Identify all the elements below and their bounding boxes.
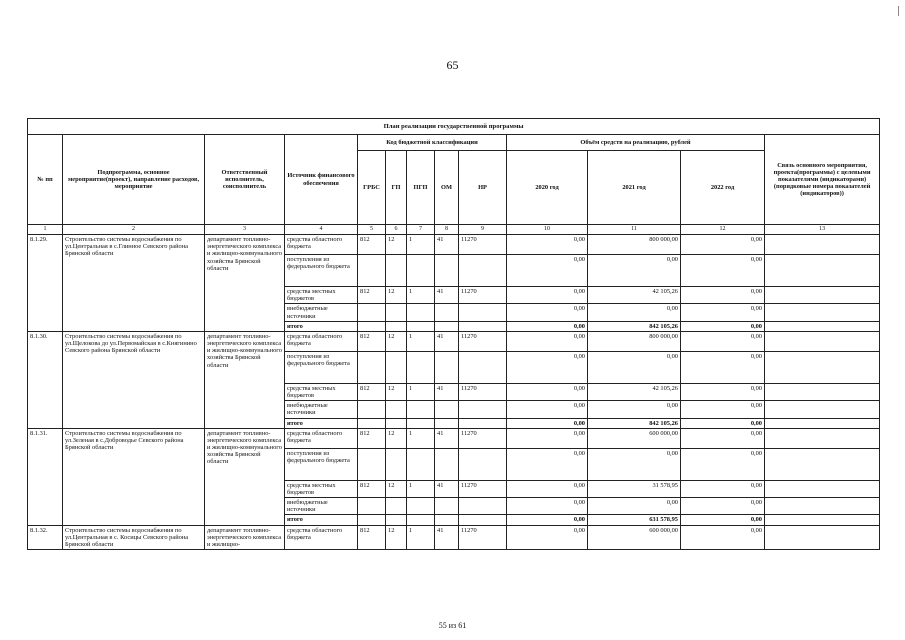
table-row [28, 525, 880, 550]
header-om: ОМ [435, 151, 459, 225]
funding-source: внебюджетные источники [285, 498, 358, 515]
funding-source: средства местных бюджетов [285, 287, 358, 304]
table-row [28, 331, 880, 351]
responsible-executor: департамент топливно-энергетического комплекса и жилищно-коммунального хозяйства Брянской области [205, 235, 285, 332]
amount-2022: 0,00 [681, 235, 765, 255]
code-gp [386, 321, 407, 331]
indicator-link [765, 525, 880, 550]
row-number: 8.1.32. [28, 525, 63, 550]
indicator-link [765, 351, 880, 383]
code-gp [386, 304, 407, 321]
amount-2021: 600 000,00 [588, 525, 681, 550]
code-pgp [407, 515, 435, 525]
amount-2021: 600 000,00 [588, 428, 681, 448]
code-grbs: 812 [358, 287, 386, 304]
amount-2022: 0,00 [681, 255, 765, 287]
row-number: 8.1.31. [28, 428, 63, 525]
amount-2021: 42 105,26 [588, 287, 681, 304]
indicator-link [765, 235, 880, 255]
code-grbs [358, 304, 386, 321]
code-grbs: 812 [358, 235, 386, 255]
code-grbs: 812 [358, 331, 386, 351]
code-nr [459, 304, 507, 321]
code-gp: 12 [386, 428, 407, 448]
table-row [28, 428, 880, 448]
funding-source: средства местных бюджетов [285, 480, 358, 497]
table-title: План реализации государственной программы [28, 119, 880, 135]
page-footer: 55 из 61 [438, 621, 467, 630]
responsible-executor: департамент топливно-энергетического комплекса и жилищно- [205, 525, 285, 550]
indicator-link [765, 401, 880, 418]
indicator-link [765, 304, 880, 321]
code-gp: 12 [386, 331, 407, 351]
amount-2021: 800 000,00 [588, 235, 681, 255]
code-nr: 11270 [459, 235, 507, 255]
header-year-2022: 2022 год [681, 151, 765, 225]
code-om: 41 [435, 383, 459, 400]
code-gp: 12 [386, 235, 407, 255]
program-plan-table [27, 118, 880, 550]
code-pgp: 1 [407, 331, 435, 351]
indicator-link [765, 418, 880, 428]
amount-2020: 0,00 [507, 351, 588, 383]
column-number: 3 [205, 225, 285, 235]
amount-2021: 0,00 [588, 304, 681, 321]
amount-2021: 0,00 [588, 498, 681, 515]
amount-2020: 0,00 [507, 480, 588, 497]
code-om [435, 498, 459, 515]
funding-source: средства областного бюджета [285, 331, 358, 351]
column-number: 9 [459, 225, 507, 235]
funding-source: поступления из федерального бюджета [285, 448, 358, 480]
indicator-link [765, 448, 880, 480]
amount-2020: 0,00 [507, 401, 588, 418]
code-pgp: 1 [407, 383, 435, 400]
amount-2020: 0,00 [507, 331, 588, 351]
amount-2021: 0,00 [588, 255, 681, 287]
code-nr [459, 321, 507, 331]
code-om [435, 321, 459, 331]
amount-2022: 0,00 [681, 321, 765, 331]
column-number: 10 [507, 225, 588, 235]
indicator-link [765, 480, 880, 497]
code-grbs [358, 321, 386, 331]
code-pgp: 1 [407, 480, 435, 497]
amount-2022: 0,00 [681, 428, 765, 448]
code-grbs [358, 498, 386, 515]
header-year-2021: 2021 год [588, 151, 681, 225]
code-om [435, 515, 459, 525]
amount-2020: 0,00 [507, 321, 588, 331]
code-pgp: 1 [407, 525, 435, 550]
amount-2022: 0,00 [681, 448, 765, 480]
amount-2020: 0,00 [507, 383, 588, 400]
code-om: 41 [435, 287, 459, 304]
measure-name: Строительство системы водоснабжения по ул.Зеленая в с.Доброводье Севского района Брянской области [63, 428, 205, 525]
amount-2021: 0,00 [588, 351, 681, 383]
code-pgp [407, 418, 435, 428]
indicator-link [765, 515, 880, 525]
code-grbs: 812 [358, 480, 386, 497]
code-grbs [358, 351, 386, 383]
code-gp [386, 515, 407, 525]
amount-2021: 842 105,26 [588, 418, 681, 428]
code-pgp [407, 255, 435, 287]
code-pgp [407, 304, 435, 321]
code-om [435, 304, 459, 321]
code-grbs [358, 418, 386, 428]
column-number: 2 [63, 225, 205, 235]
funding-source: итого [285, 418, 358, 428]
row-number: 8.1.30. [28, 331, 63, 428]
indicator-link [765, 383, 880, 400]
column-number: 6 [386, 225, 407, 235]
code-om: 41 [435, 480, 459, 497]
amount-2020: 0,00 [507, 287, 588, 304]
amount-2021: 800 000,00 [588, 331, 681, 351]
code-pgp: 1 [407, 428, 435, 448]
header-gp: ГП [386, 151, 407, 225]
amount-2021: 631 578,95 [588, 515, 681, 525]
code-gp: 12 [386, 525, 407, 550]
code-gp [386, 498, 407, 515]
table-body [28, 235, 880, 550]
code-nr [459, 255, 507, 287]
measure-name: Строительство системы водоснабжения по ул.Центральная в с.Глинное Севского района Брянской области [63, 235, 205, 332]
code-nr: 11270 [459, 383, 507, 400]
code-om: 41 [435, 235, 459, 255]
code-gp: 12 [386, 480, 407, 497]
amount-2020: 0,00 [507, 304, 588, 321]
measure-name: Строительство системы водоснабжения по ул.Щелокова до ул.Первомайская в с.Княгинино Севского района Брянской области [63, 331, 205, 428]
indicator-link [765, 331, 880, 351]
code-grbs [358, 515, 386, 525]
responsible-executor: департамент топливно-энергетического комплекса и жилищно-коммунального хозяйства Брянской области [205, 428, 285, 525]
header-volume: Объём средств на реализацию, рублей [507, 135, 765, 151]
code-om [435, 418, 459, 428]
code-gp [386, 401, 407, 418]
column-number: 4 [285, 225, 358, 235]
code-nr [459, 498, 507, 515]
page-number-top: 65 [446, 58, 459, 72]
code-pgp: 1 [407, 235, 435, 255]
indicator-link [765, 255, 880, 287]
responsible-executor: департамент топливно-энергетического комплекса и жилищно-коммунального хозяйства Брянской области [205, 331, 285, 428]
amount-2020: 0,00 [507, 428, 588, 448]
amount-2021: 31 578,95 [588, 480, 681, 497]
code-grbs: 812 [358, 525, 386, 550]
column-number: 8 [435, 225, 459, 235]
code-pgp [407, 321, 435, 331]
code-nr [459, 351, 507, 383]
header-year-2020: 2020 год [507, 151, 588, 225]
funding-source: средства местных бюджетов [285, 383, 358, 400]
code-gp: 12 [386, 287, 407, 304]
code-grbs [358, 255, 386, 287]
code-nr [459, 515, 507, 525]
code-nr: 11270 [459, 331, 507, 351]
funding-source: итого [285, 321, 358, 331]
funding-source: средства областного бюджета [285, 235, 358, 255]
indicator-link [765, 498, 880, 515]
code-pgp: 1 [407, 287, 435, 304]
code-gp [386, 418, 407, 428]
amount-2022: 0,00 [681, 401, 765, 418]
code-om [435, 401, 459, 418]
code-grbs [358, 401, 386, 418]
measure-name: Строительство системы водоснабжения по ул.Центральная в с. Косицы Севского района Брянской области [63, 525, 205, 550]
indicator-link [765, 287, 880, 304]
amount-2021: 0,00 [588, 401, 681, 418]
header-budget-code: Код бюджетной классификации [358, 135, 507, 151]
code-om [435, 255, 459, 287]
code-nr: 11270 [459, 480, 507, 497]
amount-2022: 0,00 [681, 525, 765, 550]
code-om: 41 [435, 525, 459, 550]
amount-2022: 0,00 [681, 331, 765, 351]
column-number: 13 [765, 225, 880, 235]
header-nr: НР [459, 151, 507, 225]
indicator-link [765, 321, 880, 331]
column-number: 1 [28, 225, 63, 235]
column-number: 5 [358, 225, 386, 235]
code-om: 41 [435, 331, 459, 351]
header-no: № пп [28, 135, 63, 225]
amount-2022: 0,00 [681, 498, 765, 515]
amount-2022: 0,00 [681, 418, 765, 428]
amount-2022: 0,00 [681, 287, 765, 304]
code-om [435, 448, 459, 480]
amount-2020: 0,00 [507, 498, 588, 515]
header-grbs: ГРБС [358, 151, 386, 225]
header-name: Подпрограмма, основное мероприятие(проект), направление расходов, мероприятие [63, 135, 205, 225]
code-nr [459, 448, 507, 480]
code-om [435, 351, 459, 383]
code-gp [386, 448, 407, 480]
code-pgp [407, 448, 435, 480]
header-pgp: ПГП [407, 151, 435, 225]
code-grbs: 812 [358, 383, 386, 400]
code-nr: 11270 [459, 525, 507, 550]
amount-2022: 0,00 [681, 480, 765, 497]
amount-2021: 842 105,26 [588, 321, 681, 331]
amount-2021: 42 105,26 [588, 383, 681, 400]
code-nr [459, 418, 507, 428]
table-row [28, 235, 880, 255]
code-om: 41 [435, 428, 459, 448]
header-responsible: Ответственный исполнитель, соисполнитель [205, 135, 285, 225]
amount-2020: 0,00 [507, 418, 588, 428]
funding-source: внебюджетные источники [285, 304, 358, 321]
scan-edge-mark [898, 6, 899, 16]
code-gp [386, 255, 407, 287]
amount-2020: 0,00 [507, 255, 588, 287]
funding-source: средства областного бюджета [285, 525, 358, 550]
amount-2022: 0,00 [681, 304, 765, 321]
column-number: 12 [681, 225, 765, 235]
code-nr [459, 401, 507, 418]
code-pgp [407, 498, 435, 515]
row-number: 8.1.29. [28, 235, 63, 332]
code-nr: 11270 [459, 428, 507, 448]
indicator-link [765, 428, 880, 448]
code-nr: 11270 [459, 287, 507, 304]
amount-2020: 0,00 [507, 448, 588, 480]
amount-2022: 0,00 [681, 351, 765, 383]
funding-source: поступления из федерального бюджета [285, 255, 358, 287]
code-pgp [407, 351, 435, 383]
amount-2020: 0,00 [507, 235, 588, 255]
column-number: 11 [588, 225, 681, 235]
amount-2021: 0,00 [588, 448, 681, 480]
funding-source: поступления из федерального бюджета [285, 351, 358, 383]
header-source: Источник финансового обеспечения [285, 135, 358, 225]
header-indicator-link: Связь основного мероприятия, проекта(программы) с целевыми показателями (индикаторами) (порядковые номера показателей (индикаторов)) [765, 135, 880, 225]
column-number: 7 [407, 225, 435, 235]
amount-2022: 0,00 [681, 515, 765, 525]
code-grbs [358, 448, 386, 480]
amount-2020: 0,00 [507, 525, 588, 550]
code-gp: 12 [386, 383, 407, 400]
code-gp [386, 351, 407, 383]
code-pgp [407, 401, 435, 418]
funding-source: средства областного бюджета [285, 428, 358, 448]
funding-source: внебюджетные источники [285, 401, 358, 418]
code-grbs: 812 [358, 428, 386, 448]
amount-2020: 0,00 [507, 515, 588, 525]
funding-source: итого [285, 515, 358, 525]
amount-2022: 0,00 [681, 383, 765, 400]
